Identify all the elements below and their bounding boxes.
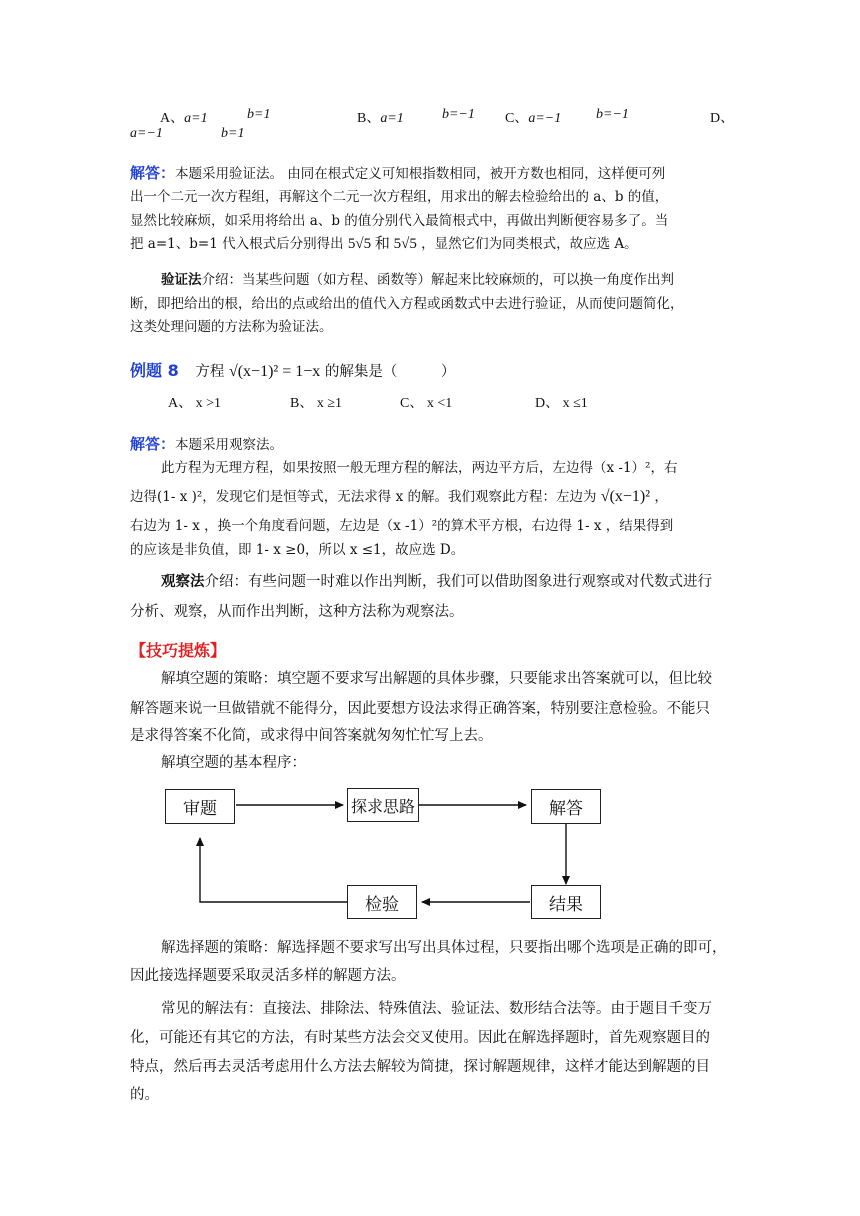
- flow-step-result-label: 结果: [549, 894, 583, 915]
- tips-para1-l1: 解填空题的策略：填空题不要求写出解题的具体步骤，只要能求出答案就可以，但比较: [161, 671, 712, 687]
- method1-line1: [161, 268, 674, 292]
- answer2-line2: [130, 485, 668, 509]
- answer1-label: 解答：: [130, 164, 176, 182]
- method1-line2: 断，即把给出的根，给出的点或给出的值代入方程或函数式中去进行验证，从而使问题简化，: [130, 296, 684, 312]
- option-a-b: [247, 107, 270, 123]
- answer1-line1: [130, 161, 665, 186]
- answer2-text2-end: ，: [654, 489, 668, 505]
- option-b-b-value: b=−1: [442, 107, 475, 122]
- example8-label: 例题 8: [130, 361, 179, 380]
- arrow-check-to-review: [200, 838, 347, 902]
- answer2-line0: [130, 432, 283, 457]
- answer2-line4: 的应该是非负值，即 1- x ≥0，所以 x ≤1，故应选 D。: [130, 542, 465, 558]
- option-a: [160, 107, 208, 127]
- method2-text1: 介绍：有些问题一时难以作出判断，我们可以借助图象进行观察或对代数式进行: [204, 574, 712, 590]
- option-d-b-value: b=1: [221, 126, 245, 141]
- method1-text1: 介绍：当某些问题（如方程、函数等）解起来比较麻烦的，可以换一角度作出判: [201, 272, 674, 288]
- tips-para1-l2: 解答题来说一旦做错就不能得分，因此要想方设法求得正确答案，特别要注意检验。不能只: [130, 701, 710, 717]
- choice-para2-l2: 化，可能还有其它的方法，有时某些方法会交叉使用。因此在解选择题时，首先观察题目的: [130, 1030, 710, 1046]
- answer2-text2: 边得(1- x )²，发现它们是恒等式，无法求得 x 的解。我们观察此方程：左边为: [130, 489, 597, 505]
- option-d-value: [130, 126, 163, 142]
- choice-para1-l2: 因此接选择题要采取灵活多样的解题方法。: [130, 968, 406, 984]
- option-b: [357, 107, 404, 127]
- answer1-line3: 显然比较麻烦，如采用将给出 a、b 的值分别代入最简根式中，再做出判断便容易多了。当: [130, 213, 669, 229]
- answer2-line3: 右边为 1- x ，换一个角度看问题，左边是（x -1）²的算术平方根，右边得 1- x ，结果得到: [130, 518, 674, 534]
- choice-para2-l3: 特点，然后再去灵活考虑用什么方法去解较为简捷，探讨解题规律，这样才能达到解题的目: [130, 1059, 710, 1075]
- tips-para1-l3: 是求得答案不化简，或求得中间答案就匆匆忙忙写上去。: [130, 728, 493, 744]
- option-d-b: [221, 126, 244, 142]
- option-c: [505, 107, 561, 127]
- example8-line: [130, 358, 455, 381]
- method1-line3: 这类处理问题的方法称为验证法。: [130, 319, 333, 335]
- tips-heading: 【技巧提炼】: [130, 641, 227, 660]
- option-b-b: [442, 107, 475, 123]
- option-a-label: A、: [160, 111, 185, 126]
- option-c-b-value: b=−1: [596, 107, 629, 122]
- example8-opt-d: D、 x ≤1: [535, 396, 588, 411]
- answer1-radicals: 5√5 和 5√5: [347, 236, 417, 252]
- tips-para2: 解填空题的基本程序：: [161, 755, 306, 771]
- answer2-equation: √(x−1)²: [600, 488, 651, 505]
- flow-step-check-label: 检验: [365, 894, 399, 915]
- answer1-text1: 本题采用验证法。 由同在根式定义可知根指数相同，被开方数也相同，这样便可列: [175, 166, 666, 182]
- answer2-label: 解答：: [130, 435, 176, 453]
- answer2-line1: 此方程为无理方程，如果按照一般无理方程的解法，两边平方后，左边得（x -1）²，右: [161, 460, 678, 476]
- answer1-text4a: 把 a=1、b=1 代入根式后分别得出: [130, 236, 344, 252]
- option-c-label: C、: [505, 111, 529, 126]
- flow-step-review-label: 审题: [183, 799, 217, 819]
- method2-title: 观察法: [161, 573, 205, 590]
- option-b-value: a=1: [380, 111, 404, 126]
- choice-para1-l1: 解选择题的策略：解选择题不要求写出写出具体过程，只要指出哪个选项是正确的即可，: [161, 940, 727, 956]
- method1-title: 验证法: [161, 272, 202, 288]
- example8-opt-c: C、 x <1: [400, 396, 453, 411]
- flow-step-result: [531, 885, 601, 919]
- option-d-label: [710, 107, 734, 127]
- flow-step-idea: [347, 788, 419, 822]
- example8-text-post: 的解集是（ ）: [324, 364, 456, 380]
- option-d-value-text: a=−1: [130, 126, 163, 141]
- choice-para2-l1: 常见的解法有：直接法、排除法、特殊值法、验证法、数形结合法等。由于题目千变万: [161, 1001, 712, 1017]
- answer1-line2: 出一个二元一次方程组，再解这个二元一次方程组，用求出的解去检验给出的 a、b 的值，: [130, 189, 669, 205]
- answer1-line4: [130, 232, 638, 256]
- example8-equation: √(x−1)² = 1−x: [228, 363, 321, 380]
- option-a-b-value: b=1: [247, 107, 271, 122]
- example8-opt-a: A、 x >1: [168, 396, 222, 411]
- flow-step-review: [165, 789, 235, 824]
- example8-text-pre: 方程: [195, 364, 225, 380]
- method2-line1: [161, 567, 712, 597]
- option-a-value: a=1: [184, 111, 208, 126]
- answer2-text0: 本题采用观察法。: [175, 437, 284, 453]
- method2-line2: 分析、观察，从而作出判断，这种方法称为观察法。: [130, 604, 464, 620]
- flow-step-idea-label: 探求思路: [350, 796, 415, 816]
- option-d-label-text: D、: [710, 111, 735, 126]
- option-c-value: a=−1: [528, 111, 562, 126]
- flow-step-solve-label: 解答: [549, 799, 583, 819]
- answer1-text4c: ，显然它们为同类根式，故应选 A。: [421, 236, 638, 252]
- choice-para2-l4: 的。: [130, 1087, 159, 1103]
- option-b-label: B、: [357, 111, 381, 126]
- option-c-b: [596, 107, 629, 123]
- flow-step-check: [347, 885, 417, 919]
- example8-opt-b: B、 x ≥1: [290, 396, 343, 411]
- flow-step-solve: [531, 789, 601, 824]
